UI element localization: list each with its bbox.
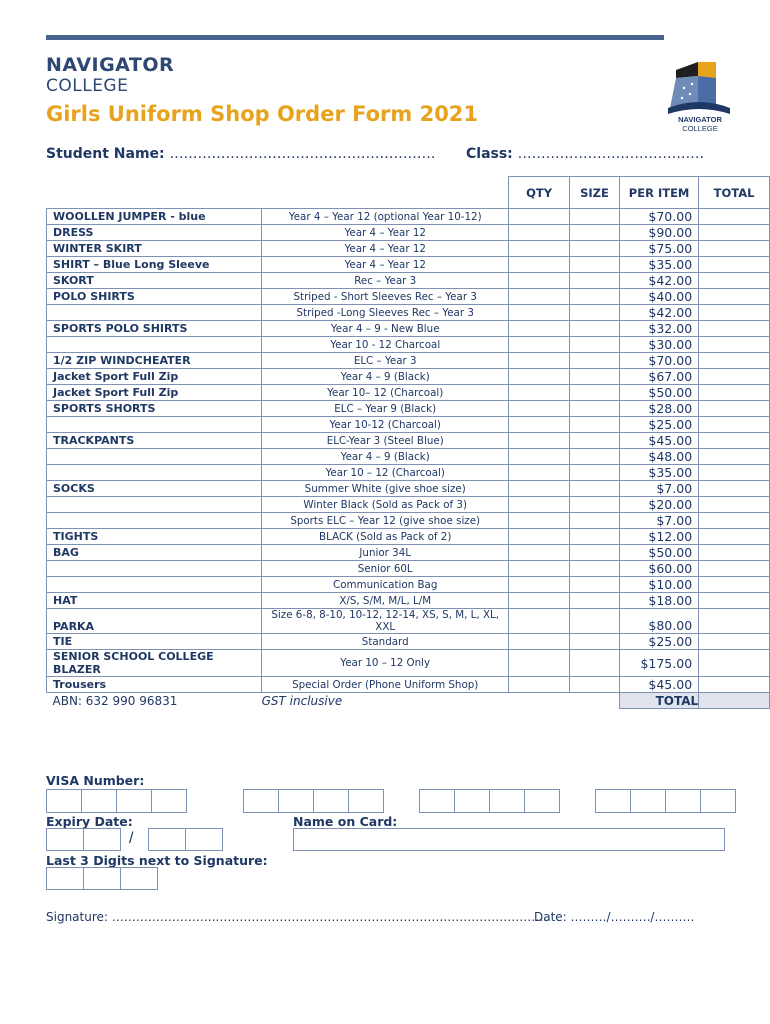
visa-label: VISA Number:	[46, 773, 145, 788]
qty-input[interactable]	[509, 241, 570, 257]
size-input[interactable]	[569, 449, 619, 465]
cvv-label: Last 3 Digits next to Signature:	[46, 853, 268, 868]
item-name: TRACKPANTS	[47, 433, 262, 449]
table-row	[47, 650, 770, 677]
size-input[interactable]	[569, 465, 619, 481]
item-description: Year 10– 12 (Charcoal)	[262, 385, 509, 401]
blank-cell	[569, 693, 619, 709]
item-price: $40.00	[620, 289, 699, 305]
item-description: Year 4 – Year 12 (optional Year 10-12)	[262, 209, 509, 225]
qty-input[interactable]	[509, 609, 570, 634]
line-total-input[interactable]	[699, 257, 770, 273]
table-row	[47, 337, 770, 353]
qty-input[interactable]	[509, 513, 570, 529]
item-price: $10.00	[620, 577, 699, 593]
item-description: ELC – Year 3	[262, 353, 509, 369]
class-label: Class:	[466, 146, 513, 162]
item-price: $35.00	[620, 465, 699, 481]
item-price: $70.00	[620, 353, 699, 369]
item-name	[47, 497, 262, 513]
item-price: $28.00	[620, 401, 699, 417]
table-row	[47, 321, 770, 337]
item-name	[47, 305, 262, 321]
student-name-dots: …………………………………………………	[169, 146, 436, 162]
size-input[interactable]	[569, 609, 619, 634]
item-price: $32.00	[620, 321, 699, 337]
item-name: 1/2 ZIP WINDCHEATER	[47, 353, 262, 369]
item-price: $42.00	[620, 305, 699, 321]
qty-input[interactable]	[509, 417, 570, 433]
item-description: Year 4 – 9 (Black)	[262, 449, 509, 465]
blank-header	[47, 177, 262, 209]
item-description: ELC-Year 3 (Steel Blue)	[262, 433, 509, 449]
item-description: Striped -Long Sleeves Rec – Year 3	[262, 305, 509, 321]
table-row	[47, 677, 770, 693]
qty-input[interactable]	[509, 481, 570, 497]
size-input[interactable]	[569, 634, 619, 650]
line-total-input[interactable]	[699, 561, 770, 577]
size-input[interactable]	[569, 545, 619, 561]
line-total-input[interactable]	[699, 209, 770, 225]
line-total-input[interactable]	[699, 305, 770, 321]
visa-digit-box[interactable]	[151, 789, 187, 813]
abn-text: ABN: 632 990 96831	[52, 693, 178, 708]
item-price: $18.00	[620, 593, 699, 609]
brand-subname: COLLEGE	[46, 76, 129, 96]
header-rule	[46, 35, 664, 40]
student-name-label: Student Name:	[46, 146, 165, 162]
table-row	[47, 289, 770, 305]
item-description: Year 10 - 12 Charcoal	[262, 337, 509, 353]
visa-digit-box[interactable]	[595, 789, 631, 813]
qty-input[interactable]	[509, 433, 570, 449]
qty-input[interactable]	[509, 465, 570, 481]
item-name	[47, 449, 262, 465]
item-name: SKORT	[47, 273, 262, 289]
item-price: $25.00	[620, 634, 699, 650]
size-input[interactable]	[569, 369, 619, 385]
line-total-input[interactable]	[699, 609, 770, 634]
qty-input[interactable]	[509, 289, 570, 305]
item-description: Communication Bag	[262, 577, 509, 593]
size-input[interactable]	[569, 497, 619, 513]
table-row	[47, 481, 770, 497]
item-description: Year 4 – Year 12	[262, 257, 509, 273]
item-name: WINTER SKIRT	[47, 241, 262, 257]
item-name: SENIOR SCHOOL COLLEGE BLAZER	[47, 650, 262, 677]
item-price: $175.00	[620, 650, 699, 677]
item-description: Year 4 – 9 (Black)	[262, 369, 509, 385]
item-name	[47, 337, 262, 353]
expiry-slash: /	[129, 830, 134, 847]
size-input[interactable]	[569, 417, 619, 433]
qty-header: QTY	[509, 177, 570, 209]
line-total-input[interactable]	[699, 593, 770, 609]
table-row	[47, 257, 770, 273]
item-name: Jacket Sport Full Zip	[47, 369, 262, 385]
item-price: $20.00	[620, 497, 699, 513]
line-total-input[interactable]	[699, 481, 770, 497]
table-row	[47, 513, 770, 529]
qty-input[interactable]	[509, 385, 570, 401]
item-name: PARKA	[47, 609, 262, 634]
item-name: DRESS	[47, 225, 262, 241]
item-description: Junior 34L	[262, 545, 509, 561]
table-row	[47, 497, 770, 513]
qty-input[interactable]	[509, 401, 570, 417]
item-description: Special Order (Phone Uniform Shop)	[262, 677, 509, 693]
size-input[interactable]	[569, 273, 619, 289]
item-price: $60.00	[620, 561, 699, 577]
cvv-digit-box[interactable]	[120, 867, 158, 890]
visa-digit-box[interactable]	[630, 789, 666, 813]
visa-digit-box[interactable]	[116, 789, 152, 813]
qty-input[interactable]	[509, 225, 570, 241]
size-input[interactable]	[569, 353, 619, 369]
qty-input[interactable]	[509, 529, 570, 545]
qty-input[interactable]	[509, 305, 570, 321]
item-name: TIGHTS	[47, 529, 262, 545]
item-name: WOOLLEN JUMPER - blue	[47, 209, 262, 225]
qty-input[interactable]	[509, 545, 570, 561]
visa-digit-box[interactable]	[46, 789, 82, 813]
item-price: $90.00	[620, 225, 699, 241]
line-total-input[interactable]	[699, 529, 770, 545]
item-name: Trousers	[47, 677, 262, 693]
item-price: $80.00	[620, 609, 699, 634]
expiry-digit-box[interactable]	[46, 828, 84, 851]
logo-caption: NAVIGATOR COLLEGE	[678, 115, 722, 133]
table-row	[47, 385, 770, 401]
item-price: $7.00	[620, 513, 699, 529]
size-input[interactable]	[569, 321, 619, 337]
item-name: SPORTS SHORTS	[47, 401, 262, 417]
item-description: Year 10-12 (Charcoal)	[262, 417, 509, 433]
line-total-input[interactable]	[699, 433, 770, 449]
size-input[interactable]	[569, 577, 619, 593]
item-description: Year 4 – 9 - New Blue	[262, 321, 509, 337]
item-price: $75.00	[620, 241, 699, 257]
qty-input[interactable]	[509, 577, 570, 593]
blank-cell	[509, 693, 570, 709]
table-row	[47, 241, 770, 257]
qty-input[interactable]	[509, 321, 570, 337]
size-input[interactable]	[569, 401, 619, 417]
item-name	[47, 513, 262, 529]
line-total-input[interactable]	[699, 321, 770, 337]
form-title: Girls Uniform Shop Order Form 2021	[46, 102, 479, 126]
line-total-input[interactable]	[699, 337, 770, 353]
qty-input[interactable]	[509, 369, 570, 385]
table-row	[47, 273, 770, 289]
line-total-input[interactable]	[699, 650, 770, 677]
table-row	[47, 353, 770, 369]
order-table	[46, 176, 770, 709]
item-name: Jacket Sport Full Zip	[47, 385, 262, 401]
item-price: $7.00	[620, 481, 699, 497]
item-description: Winter Black (Sold as Pack of 3)	[262, 497, 509, 513]
qty-input[interactable]	[509, 593, 570, 609]
line-total-input[interactable]	[699, 634, 770, 650]
table-row	[47, 225, 770, 241]
item-description: ELC – Year 9 (Black)	[262, 401, 509, 417]
qty-input[interactable]	[509, 449, 570, 465]
brand-name: NAVIGATOR	[46, 54, 175, 76]
table-row	[47, 465, 770, 481]
item-price: $50.00	[620, 545, 699, 561]
item-description: Striped - Short Sleeves Rec – Year 3	[262, 289, 509, 305]
table-row	[47, 369, 770, 385]
size-input[interactable]	[569, 257, 619, 273]
size-input[interactable]	[569, 513, 619, 529]
signature-line[interactable]: Signature: ……………………..………………………………………………….…………………….	[46, 910, 548, 924]
table-row	[47, 593, 770, 609]
size-input[interactable]	[569, 677, 619, 693]
size-input[interactable]	[569, 529, 619, 545]
item-description: Summer White (give shoe size)	[262, 481, 509, 497]
table-row	[47, 577, 770, 593]
item-price: $30.00	[620, 337, 699, 353]
item-name: TIE	[47, 634, 262, 650]
qty-input[interactable]	[509, 677, 570, 693]
size-input[interactable]	[569, 225, 619, 241]
size-input[interactable]	[569, 481, 619, 497]
visa-digit-box[interactable]	[348, 789, 384, 813]
name-on-card-input[interactable]	[293, 828, 725, 851]
item-description: Year 4 – Year 12	[262, 225, 509, 241]
line-total-input[interactable]	[699, 465, 770, 481]
item-price: $45.00	[620, 677, 699, 693]
cvv-digit-box[interactable]	[46, 867, 84, 890]
expiry-digit-box[interactable]	[148, 828, 186, 851]
size-input[interactable]	[569, 289, 619, 305]
item-name: SHIRT – Blue Long Sleeve	[47, 257, 262, 273]
item-price: $50.00	[620, 385, 699, 401]
item-name	[47, 417, 262, 433]
table-row	[47, 529, 770, 545]
line-total-input[interactable]	[699, 225, 770, 241]
item-description: Senior 60L	[262, 561, 509, 577]
table-row	[47, 449, 770, 465]
item-description: Year 10 – 12 (Charcoal)	[262, 465, 509, 481]
size-input[interactable]	[569, 433, 619, 449]
line-total-input[interactable]	[699, 577, 770, 593]
item-price: $45.00	[620, 433, 699, 449]
visa-digit-box[interactable]	[313, 789, 349, 813]
qty-input[interactable]	[509, 561, 570, 577]
line-total-input[interactable]	[699, 273, 770, 289]
total-header: TOTAL	[699, 177, 770, 209]
item-description: Year 4 – Year 12	[262, 241, 509, 257]
line-total-input[interactable]	[699, 677, 770, 693]
size-input[interactable]	[569, 241, 619, 257]
item-description: Year 10 – 12 Only	[262, 650, 509, 677]
line-total-input[interactable]	[699, 545, 770, 561]
line-total-input[interactable]	[699, 241, 770, 257]
table-row	[47, 305, 770, 321]
line-total-input[interactable]	[699, 369, 770, 385]
gst-note: GST inclusive	[261, 693, 343, 708]
table-row	[47, 545, 770, 561]
line-total-input[interactable]	[699, 449, 770, 465]
item-name: SOCKS	[47, 481, 262, 497]
name-on-card-label: Name on Card:	[293, 814, 398, 829]
table-row	[47, 401, 770, 417]
size-input[interactable]	[569, 593, 619, 609]
visa-digit-box[interactable]	[278, 789, 314, 813]
item-name: POLO SHIRTS	[47, 289, 262, 305]
cvv-digit-box[interactable]	[83, 867, 121, 890]
visa-digit-box[interactable]	[489, 789, 525, 813]
item-description: Rec – Year 3	[262, 273, 509, 289]
item-price: $35.00	[620, 257, 699, 273]
table-row	[47, 634, 770, 650]
grand-total-label: TOTAL	[620, 693, 699, 709]
qty-input[interactable]	[509, 650, 570, 677]
item-price: $25.00	[620, 417, 699, 433]
student-name-field[interactable]	[46, 146, 436, 162]
size-input[interactable]	[569, 337, 619, 353]
qty-input[interactable]	[509, 497, 570, 513]
item-name	[47, 465, 262, 481]
size-input[interactable]	[569, 305, 619, 321]
item-price: $48.00	[620, 449, 699, 465]
table-row	[47, 609, 770, 634]
qty-input[interactable]	[509, 353, 570, 369]
line-total-input[interactable]	[699, 385, 770, 401]
size-header: SIZE	[569, 177, 619, 209]
per-item-header: PER ITEM	[620, 177, 699, 209]
item-name	[47, 577, 262, 593]
item-description: Sports ELC – Year 12 (give shoe size)	[262, 513, 509, 529]
item-description: BLACK (Sold as Pack of 2)	[262, 529, 509, 545]
class-dots: ……………………………….…	[517, 146, 705, 162]
line-total-input[interactable]	[699, 401, 770, 417]
size-input[interactable]	[569, 561, 619, 577]
table-row	[47, 433, 770, 449]
visa-digit-box[interactable]	[243, 789, 279, 813]
class-field[interactable]	[466, 146, 704, 162]
qty-input[interactable]	[509, 209, 570, 225]
qty-input[interactable]	[509, 634, 570, 650]
qty-input[interactable]	[509, 257, 570, 273]
visa-digit-box[interactable]	[665, 789, 701, 813]
size-input[interactable]	[569, 650, 619, 677]
visa-digit-box[interactable]	[419, 789, 455, 813]
item-name: BAG	[47, 545, 262, 561]
qty-input[interactable]	[509, 337, 570, 353]
table-row	[47, 209, 770, 225]
item-name: SPORTS POLO SHIRTS	[47, 321, 262, 337]
date-line[interactable]: Date: ………/………./……….	[534, 910, 695, 924]
item-name: HAT	[47, 593, 262, 609]
expiry-digit-box[interactable]	[185, 828, 223, 851]
item-description: Standard	[262, 634, 509, 650]
visa-digit-box[interactable]	[700, 789, 736, 813]
grand-total-input[interactable]	[699, 693, 770, 709]
table-row	[47, 561, 770, 577]
visa-digit-box[interactable]	[454, 789, 490, 813]
visa-digit-box[interactable]	[524, 789, 560, 813]
item-name	[47, 561, 262, 577]
item-description: X/S, S/M, M/L, L/M	[262, 593, 509, 609]
line-total-input[interactable]	[699, 289, 770, 305]
line-total-input[interactable]	[699, 513, 770, 529]
item-price: $70.00	[620, 209, 699, 225]
table-row	[47, 417, 770, 433]
qty-input[interactable]	[509, 273, 570, 289]
line-total-input[interactable]	[699, 417, 770, 433]
size-input[interactable]	[569, 385, 619, 401]
line-total-input[interactable]	[699, 353, 770, 369]
visa-digit-box[interactable]	[81, 789, 117, 813]
blank-header	[262, 177, 509, 209]
item-price: $12.00	[620, 529, 699, 545]
line-total-input[interactable]	[699, 497, 770, 513]
expiry-digit-box[interactable]	[83, 828, 121, 851]
size-input[interactable]	[569, 209, 619, 225]
item-price: $42.00	[620, 273, 699, 289]
item-description: Size 6-8, 8-10, 10-12, 12-14, XS, S, M, L, XL, XXL	[262, 609, 509, 634]
expiry-label: Expiry Date:	[46, 814, 133, 829]
item-price: $67.00	[620, 369, 699, 385]
